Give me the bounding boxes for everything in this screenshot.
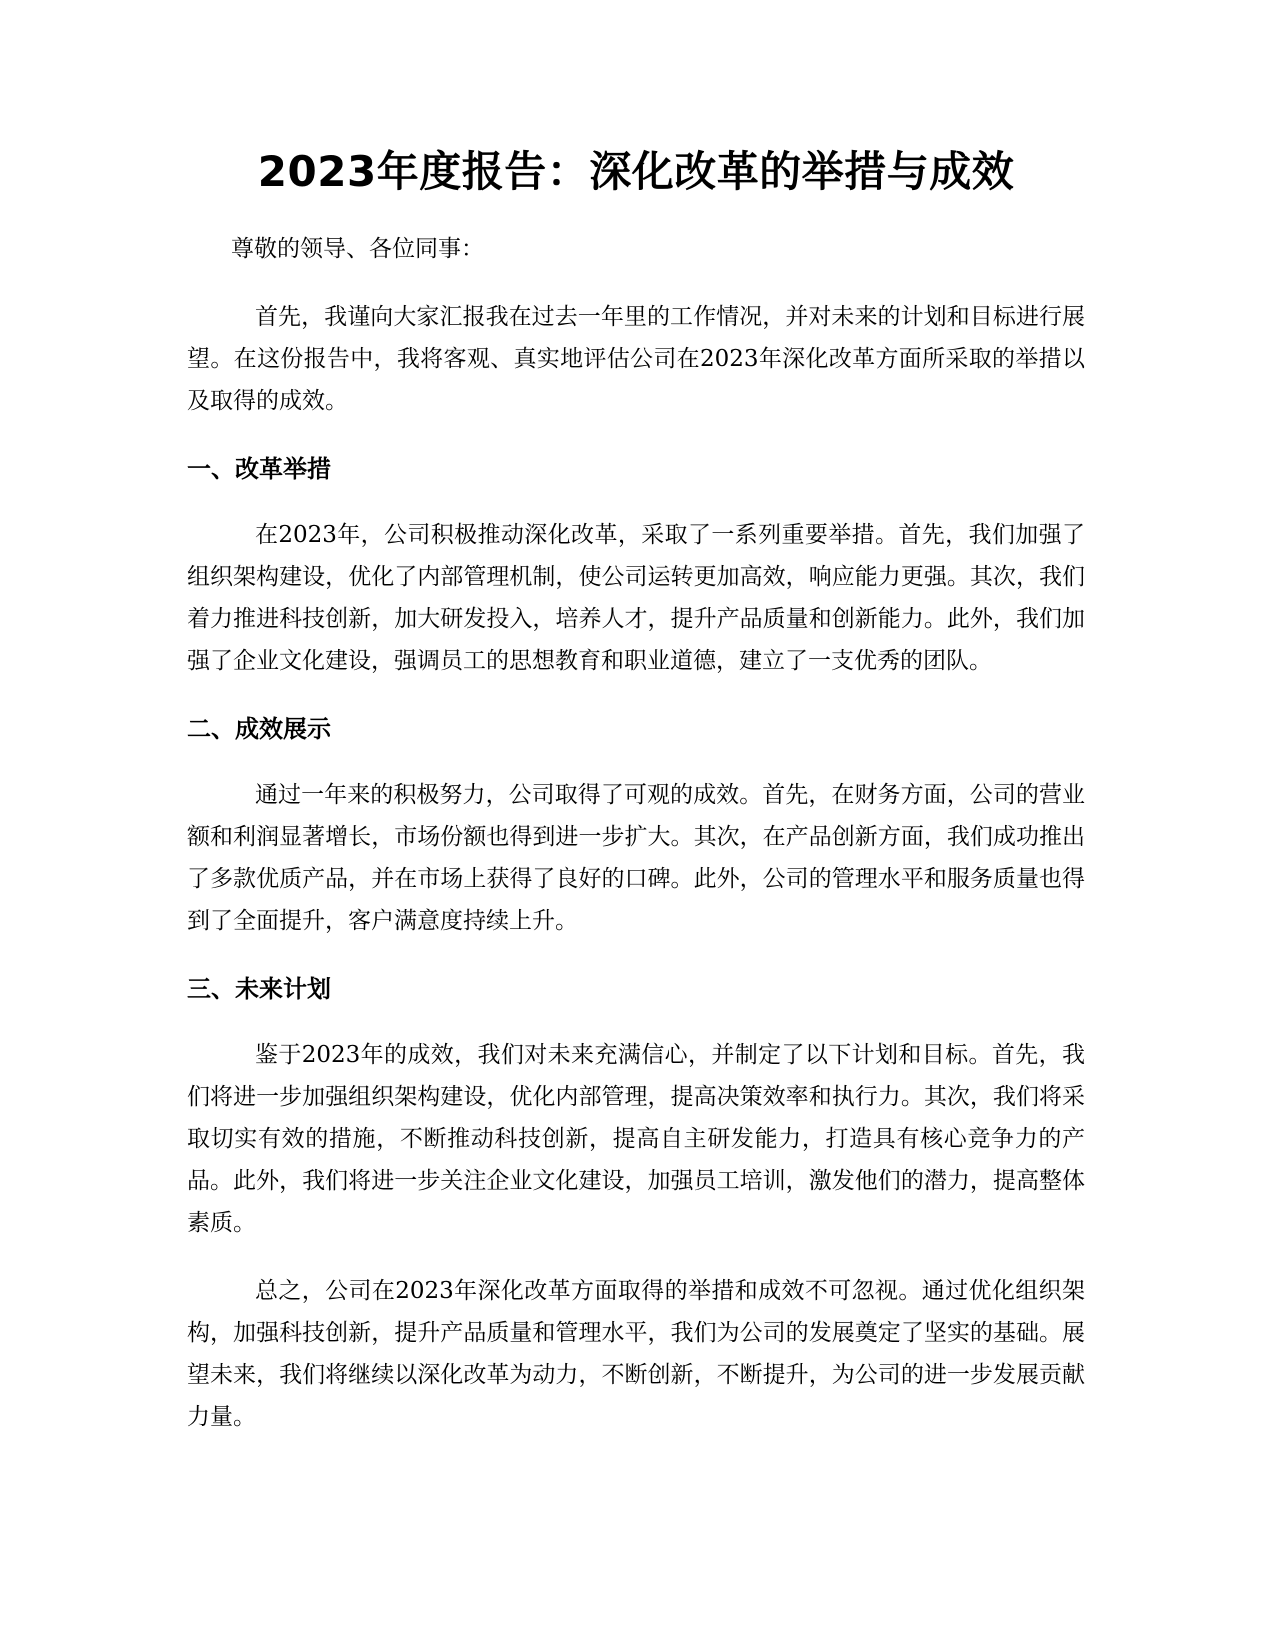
document-title: 2023年度报告：深化改革的举措与成效: [257, 147, 1015, 196]
intro-paragraph: 首先，我谨向大家汇报我在过去一年里的工作情况，并对未来的计划和目标进行展望。在这份报告中，我将客观、真实地评估公司在2023年深化改革方面所采取的举措以及取得的成效。: [187, 304, 1085, 414]
section-heading-future-plans: 三、未来计划: [187, 975, 331, 1003]
section-heading-results: 二、成效展示: [187, 715, 331, 743]
section-body-results: 通过一年来的积极努力，公司取得了可观的成效。首先，在财务方面，公司的营业额和利润显著增长，市场份额也得到进一步扩大。其次，在产品创新方面，我们成功推出了多款优质产品，并在市场上获得了良好的口碑。此外，公司的管理水平和服务质量也得到了全面提升，客户满意度持续上升。: [187, 782, 1085, 934]
salutation: 尊敬的领导、各位同事：: [231, 236, 484, 262]
conclusion-paragraph: 总之，公司在2023年深化改革方面取得的举措和成效不可忽视。通过优化组织架构，加强科技创新，提升产品质量和管理水平，我们为公司的发展奠定了坚实的基础。展望未来，我们将继续以深化改革为动力，不断创新，不断提升，为公司的进一步发展贡献力量。: [187, 1278, 1085, 1430]
section-body-future-plans: 鉴于2023年的成效，我们对未来充满信心，并制定了以下计划和目标。首先，我们将进一步加强组织架构建设，优化内部管理，提高决策效率和执行力。其次，我们将采取切实有效的措施，不断推动科技创新，提高自主研发能力，打造具有核心竞争力的产品。此外，我们将进一步关注企业文化建设，加强员工培训，激发他们的潜力，提高整体素质。: [187, 1042, 1085, 1236]
section-body-reform-measures: 在2023年，公司积极推动深化改革，采取了一系列重要举措。首先，我们加强了组织架构建设，优化了内部管理机制，使公司运转更加高效，响应能力更强。其次，我们着力推进科技创新，加大研发投入，培养人才，提升产品质量和创新能力。此外，我们加强了企业文化建设，强调员工的思想教育和职业道德，建立了一支优秀的团队。: [187, 522, 1085, 674]
section-heading-reform-measures: 一、改革举措: [187, 455, 331, 483]
